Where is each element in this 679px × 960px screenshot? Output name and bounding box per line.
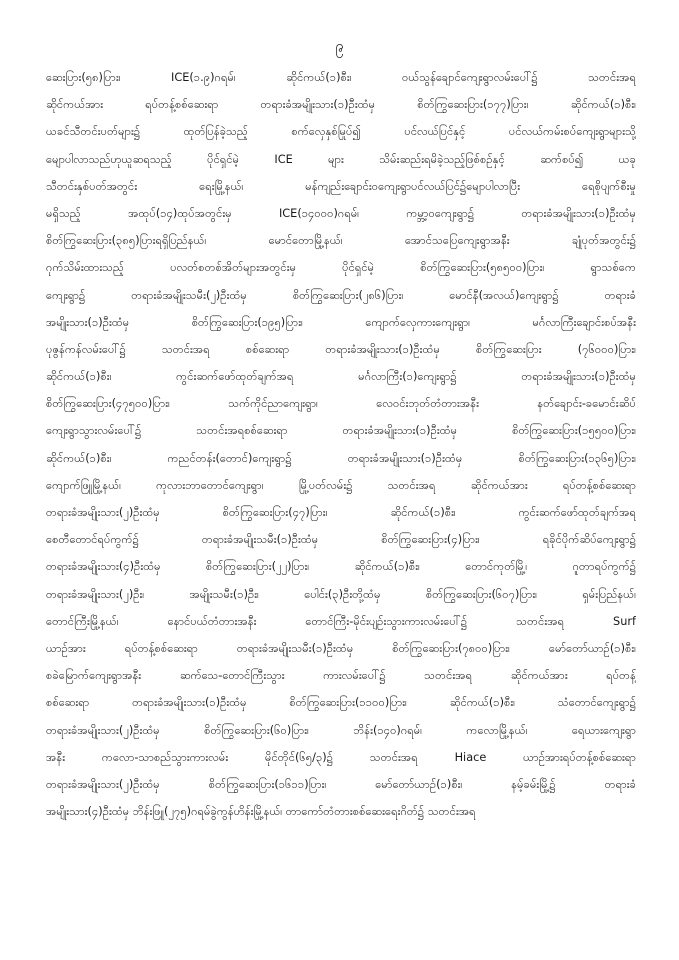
text-line: အမျိုးသား(၁)ဦးထံမှ စိတ်ကြွဆေးပြား(၁၉၅)ပြား၊ ကျောက်လှေကားကျေးရွာ၊ မင်္ဂလာကြီးချောင်းစပ်အနီး [46, 315, 636, 329]
text-line: ဆိုင်ကယ်(၁)စီး၊ ကွင်းဆက်ဖော်ထုတ်ချက်အရ မင်္ဂလာကြီး(၁)ကျေးရွာ၌ တရားခံအမျိုးသား(၁)ဦးထံမှ [46, 370, 636, 384]
text-line: ယာဉ်အား ရပ်တန့်စစ်ဆေးရာ တရားခံအမျိုးသမီး(၁)ဦးထံမှ စိတ်ကြွဆေးပြား(၇၈၀၀)ပြား၊ မော်တော်ယာဉ်(၁)စီး၊ [46, 641, 636, 655]
text-line: အမျိုးသား(၄)ဦးထံမှ ဘိန်းဖြူ(၂၇၅)ဂရမ်ခွဲကွန်ဟိန်းမြို့နယ်၊ တာကော်တံတားစစ်ဆေးရေးဂိတ်၌ သတင်းအရ [46, 805, 476, 819]
text-line: သီတင်းနှစ်ပတ်အတွင်း ရေးမြို့နယ်၊ မန်ကျည်းချောင်းဝကျေးရွာပင်လယ်ပြင်၌မျောပါလာပြီး ရေစိုပျက်စီးမှု [46, 179, 636, 193]
text-line: ယခင်သီတင်းပတ်များ၌ ထုတ်ပြန်ခဲ့သည့် စက်လှေနှစ်မြုပ်၍ ပင်လယ်ပြင်နှင့် ပင်လယ်ကမ်းစပ်ကျေးရွာများသို့ [46, 125, 636, 139]
text-line: ကျေးရွာသွားလမ်းပေါ်၌ သတင်းအရစစ်ဆေးရာ တရားခံအမျိုးသား(၁)ဦးထံမှ စိတ်ကြွဆေးပြား(၁၅၅၀၀)ပြား၊ [46, 424, 636, 438]
body-paragraph [46, 64, 636, 825]
text-line: စခဲမြောက်ကျေးရွာအနီး ဆက်သေ-တောင်ကြီးသွား ကားလမ်းပေါ်၌ သတင်းအရ ဆိုင်ကယ်အား ရပ်တန့် [46, 669, 636, 683]
text-line: တောင်ကြီးမြို့နယ်၊ နောင်ပယ်တံတားအနီး တောင်ကြီး-မိုင်းပျဉ်းသွားကားလမ်းပေါ်၌ သတင်းအရ Surf [46, 614, 636, 628]
text-line: တရားခံအမျိုးသား(၂)ဦးထံမှ စိတ်ကြွဆေးပြား(၁၆၁၁)ပြား၊ မော်တော်ယာဉ်(၁)စီး၊ နမ့်ခမ်းမြို့၌ တရားခံ [46, 777, 636, 791]
text-line: ကျေးရွာ၌ တရားခံအမျိုးသမီး(၂)ဦးထံမှ စိတ်ကြွဆေးပြား(၂၈၆)ပြား၊ မောင်နီ(အလယ်)ကျေးရွာ၌ တရားခံ [46, 288, 636, 302]
text-line: တရားခံအမျိုးသား(၄)ဦးထံမှ စိတ်ကြွဆေးပြား(၂၂)ပြား၊ ဆိုင်ကယ်(၁)စီး၊ တောင်ကုတ်မြို့၊ ဂူတာရပ်ကွက်၌ [46, 560, 636, 574]
text-line: စိတ်ကြွဆေးပြား(၄၇၅၀၀)ပြား၊ သက်ကိုင်ညာကျေးရွာ၊ လေဝင်းဘုတ်တံတားအနီး နတ်ချောင်း-ခမောင်းဆိပ် [46, 397, 636, 411]
text-line: စိတ်ကြွဆေးပြား(၃၈၅)ပြားရရှိပြည်နယ်၊ မောင်တောမြို့နယ်၊ အောင်သပြေကျေးရွာအနီး ချုံပုတ်အတွင်း၌ [46, 234, 636, 248]
text-line: ဂုက်သိမ်းထားသည့် ပလတ်စတစ်အိတ်များအတွင်းမှ ပိုင်ရှင်မဲ့ စိတ်ကြွဆေးပြား(၅၈၅၀၀)ပြား၊ ရွာသစ်ကေ [46, 261, 636, 275]
text-line: စစ်ဆေးရာ တရားခံအမျိုးသား(၁)ဦးထံမှ စိတ်ကြွဆေးပြား(၁၁၀၀)ပြား၊ ဆိုင်ကယ်(၁)စီး၊ သံတောင်ကျေးရွာ၌ [46, 696, 636, 710]
text-line: ဆိုင်ကယ်အား ရပ်တန့်စစ်ဆေးရာ တရားခံအမျိုးသား(၁)ဦးထံမှ စိတ်ကြွဆေးပြား(၁၇၇)ပြား၊ ဆိုင်ကယ်(၁)စီး၊ [46, 98, 636, 112]
text-line: ကျောက်ဖြူမြို့နယ်၊ ကုလားဘာတောင်ကျေးရွာ၊ မြို့ပတ်လမ်း၌ သတင်းအရ ဆိုင်ကယ်အား ရပ်တန့်စစ်ဆေးရာ [46, 478, 636, 492]
text-line: တရားခံအမျိုးသား(၂)ဦးထံမှ စိတ်ကြွဆေးပြား(၆၀)ပြား၊ ဘိန်း(၁၄၀)ဂရမ်၊ ကလောမြို့နယ်၊ ရေယားကျေးရွာ [46, 723, 636, 737]
text-line: ပုဇွန်ကန်လမ်းပေါ်၌ သတင်းအရ စစ်ဆေးရာ တရားခံအမျိုးသား(၁)ဦးထံမှ စိတ်ကြွဆေးပြား (၇၆၀၀၀)ပြား၊ [46, 342, 636, 356]
page-number: ၉ [335, 37, 344, 55]
text-line: ဆေးပြား(၅၈)ပြား၊ ICE(၁.၉)ဂရမ်၊ ဆိုင်ကယ်(၁)စီး၊ ဝယ်သွန်ချောင်ကျေးရွာလမ်းပေါ်၌ သတင်းအရ [46, 71, 636, 84]
text-line: ဆိုင်ကယ်(၁)စီး၊ ကညင်တန်း(တောင်)ကျေးရွာ၌ တရားခံအမျိုးသား(၁)ဦးထံမှ စိတ်ကြွဆေးပြား(၁၃၆၅)ပြား၊ [46, 451, 636, 465]
text-line: မရှိသည့် အထုပ်(၁၄)ထုပ်အတွင်းမှ ICE(၁၄၀၀၀)ဂရမ်၊ ကမ္ဘာ့ဝကျေးရွာ၌ တရားခံအမျိုးသား(၁)ဦးထံမှ [46, 206, 636, 220]
text-line: မျောပါလာသည်ဟုယူဆရသည့် ပိုင်ရှင်မဲ့ ICE များ သိမ်းဆည်းရမိခဲ့သည့်ဖြစ်စဉ်နှင့် ဆက်စပ်၍ ယခု [46, 152, 636, 166]
text-line: အနီး ကလော-သာစည်သွားကားလမ်း မိုင်တိုင်(၆၅/၃)၌ သတင်းအရ Hiace ယာဉ်အားရပ်တန့်စစ်ဆေးရာ [46, 750, 636, 764]
text-line: စေတီတောင်ရပ်ကွက်၌ တရားခံအမျိုးသမီး(၁)ဦးထံမှ စိတ်ကြွဆေးပြား(၄)ပြား၊ ရခိုင်ပိုက်ဆိပ်ကျေးရွာ၌ [46, 533, 636, 547]
text-line: တရားခံအမျိုးသား(၂)ဦးထံမှ စိတ်ကြွဆေးပြား(၄၇)ပြား၊ ဆိုင်ကယ်(၁)စီး၊ ကွင်းဆက်ဖော်ထုတ်ချက်အရ [46, 506, 636, 519]
text-line: တရားခံအမျိုးသား(၂)ဦး၊ အမျိုးသမီး(၁)ဦး၊ ပေါင်း(၃)ဦးတို့ထံမှ စိတ်ကြွဆေးပြား(၆၀၇)ပြား၊ ရှမ်းပြည်နယ်၊ [46, 587, 636, 601]
